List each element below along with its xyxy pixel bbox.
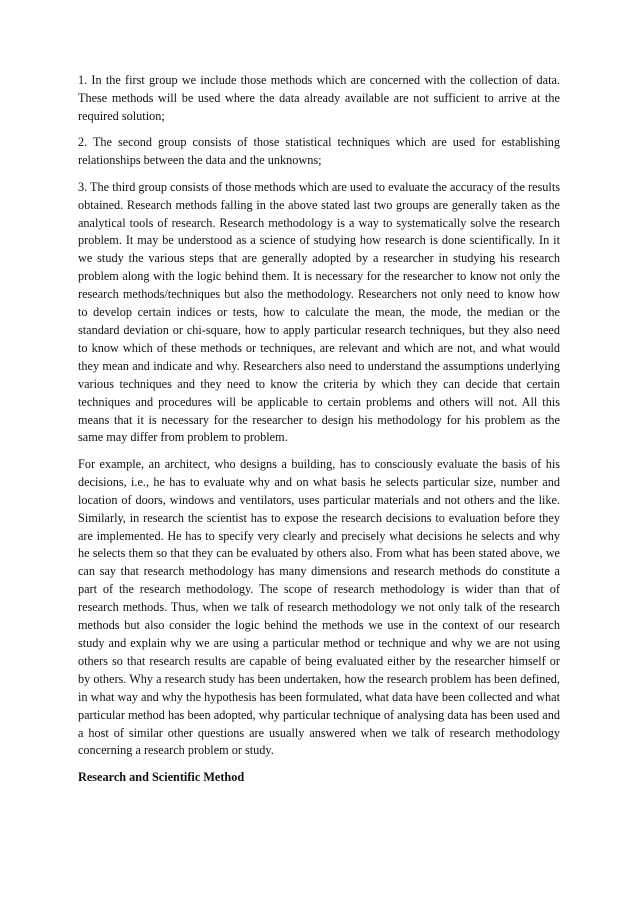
- document-page: [78, 72, 560, 787]
- section-heading: Research and Scientific Method: [78, 769, 245, 784]
- paragraph-second-group: 2. The second group consists of those statistical techniques which are used for establishing relationships between the data and the unknowns;: [78, 135, 560, 168]
- paragraph-first-group: 1. In the first group we include those methods which are concerned with the collection of data. These methods will be used where the data already available are not sufficient to arrive at the required solution;: [78, 73, 560, 123]
- paragraph-third-group: 3. The third group consists of those methods which are used to evaluate the accuracy of the results obtained. Research methods falling in the above stated last two groups are generally taken as the analytical tools of research. Research methodology is a way to systematically solve the research problem. It may be understood as a science of studying how research is done scientifically. In it we study the various steps that are generally adopted by a researcher in studying his research problem along with the logic behind them. It is necessary for the researcher to know not only the research methods/techniques but also the methodology. Researchers not only need to know how to develop certain indices or tests, how to calculate the mean, the mode, the median or the standard deviation or chi-square, how to apply particular research techniques, but they also need to know which of these methods or techniques, are relevant and which are not, and what would they mean and indicate and why. Researchers also need to understand the assumptions underlying various techniques and they need to know the criteria by which they can decide that certain techniques and procedures will be applicable to certain problems and others will not. All this means that it is necessary for the researcher to design his methodology for his problem as the same may differ from problem to problem.: [78, 179, 560, 445]
- paragraph-architect-example: For example, an architect, who designs a building, has to consciously evaluate the basis of his decisions, i.e., he has to evaluate why and on what basis he selects particular size, number and location of doors, windows and ventilators, uses particular materials and not others and the like. Similarly, in research the scientist has to expose the research decisions to evaluation before they are implemented. He has to specify very clearly and precisely what decisions he selects and why he selects them so that they can be evaluated by others also. From what has been stated above, we can say that research methodology has many dimensions and research methods do constitute a part of the research methodology. The scope of research methodology is wider than that of research methods. Thus, when we talk of research methodology we not only talk of the research methods but also consider the logic behind the methods we use in the context of our research study and explain why we are using a particular method or technique and why we are not using others so that research results are capable of being evaluated either by the researcher himself or by others. Why a research study has been undertaken, how the research problem has been defined, in what way and why the hypothesis has been formulated, what data have been collected and what particular method has been adopted, why particular technique of analysing data has been used and a host of similar other questions are usually answered when we talk of research methodology concerning a research problem or study.: [78, 456, 560, 758]
